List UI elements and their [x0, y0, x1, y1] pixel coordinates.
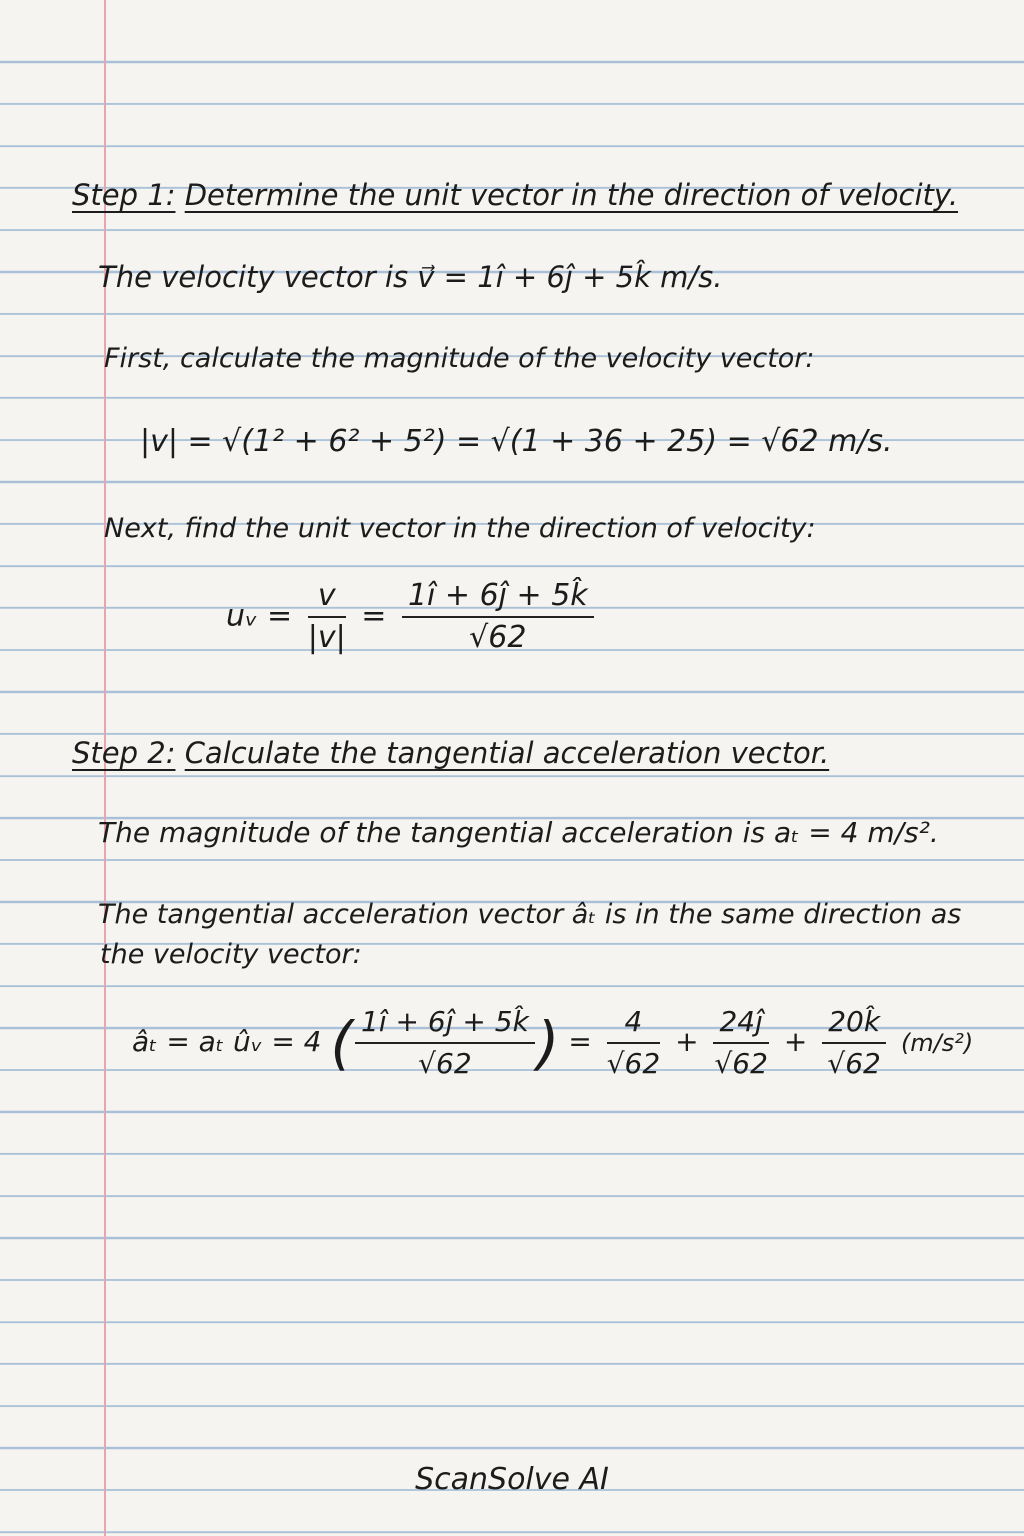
unit-fraction-2 — [402, 578, 594, 656]
left-paren: ( — [330, 1009, 354, 1077]
term-2-fraction — [713, 1004, 768, 1082]
plus-sign-1: + — [675, 1025, 699, 1058]
term-1-numerator: 4 — [607, 1004, 660, 1044]
step1-label: Step 1: — [72, 178, 176, 212]
step1-heading — [72, 178, 958, 212]
term-3-denominator: √62 — [827, 1047, 881, 1080]
term-1-fraction — [607, 1004, 660, 1082]
step2-label: Step 2: — [72, 736, 176, 770]
acceleration-units: (m/s²) — [900, 1029, 974, 1057]
unit-vector-intro: Next, find the unit vector in the direction of velocity: — [104, 513, 816, 544]
unit-vector-lhs: uᵥ = — [226, 598, 293, 634]
unit-vector-equation — [226, 578, 600, 656]
magnitude-equation: |v| = √(1² + 6² + 5²) = √(1 + 36 + 25) = √62 m/s. — [140, 424, 893, 459]
paren-fraction-numerator: 1î + 6ĵ + 5k̂ — [355, 1004, 535, 1044]
unit-fraction-1 — [308, 578, 346, 656]
acceleration-lhs: âₜ = aₜ ûᵥ = 4 — [132, 1025, 322, 1058]
term-2-numerator: 24ĵ — [713, 1004, 768, 1044]
term-3-numerator: 20k̂ — [822, 1004, 886, 1044]
step1-title: Determine the unit vector in the direction of velocity. — [184, 178, 959, 212]
unit-vector-equals: = — [361, 598, 387, 634]
footer-brand: ScanSolve AI — [415, 1462, 609, 1497]
unit-fraction-1-numerator: v — [308, 578, 346, 618]
acceleration-magnitude-sentence: The magnitude of the tangential acceleration is aₜ = 4 m/s². — [98, 816, 939, 849]
paren-fraction — [355, 1004, 535, 1082]
step2-title: Calculate the tangential acceleration vector. — [184, 736, 830, 770]
plus-sign-2: + — [783, 1025, 808, 1058]
step2-heading — [72, 736, 829, 770]
unit-fraction-2-denominator: √62 — [469, 620, 527, 655]
acceleration-equals: = — [568, 1025, 592, 1058]
paren-fraction-denominator: √62 — [418, 1047, 472, 1080]
right-paren: ) — [536, 1009, 560, 1077]
acceleration-vector-intro-2: the velocity vector: — [100, 939, 362, 970]
unit-fraction-1-denominator: |v| — [307, 620, 346, 655]
term-2-denominator: √62 — [714, 1047, 768, 1080]
acceleration-vector-intro-1: The tangential acceleration vector âₜ is in the same direction as — [98, 899, 962, 930]
acceleration-vector-equation — [132, 1004, 973, 1082]
term-3-fraction — [822, 1004, 886, 1082]
term-1-denominator: √62 — [606, 1047, 661, 1080]
magnitude-intro: First, calculate the magnitude of the velocity vector: — [104, 343, 815, 374]
velocity-sentence: The velocity vector is v⃗ = 1î + 6ĵ + 5k̂ m/s. — [98, 260, 723, 294]
unit-fraction-2-numerator: 1î + 6ĵ + 5k̂ — [402, 578, 594, 618]
